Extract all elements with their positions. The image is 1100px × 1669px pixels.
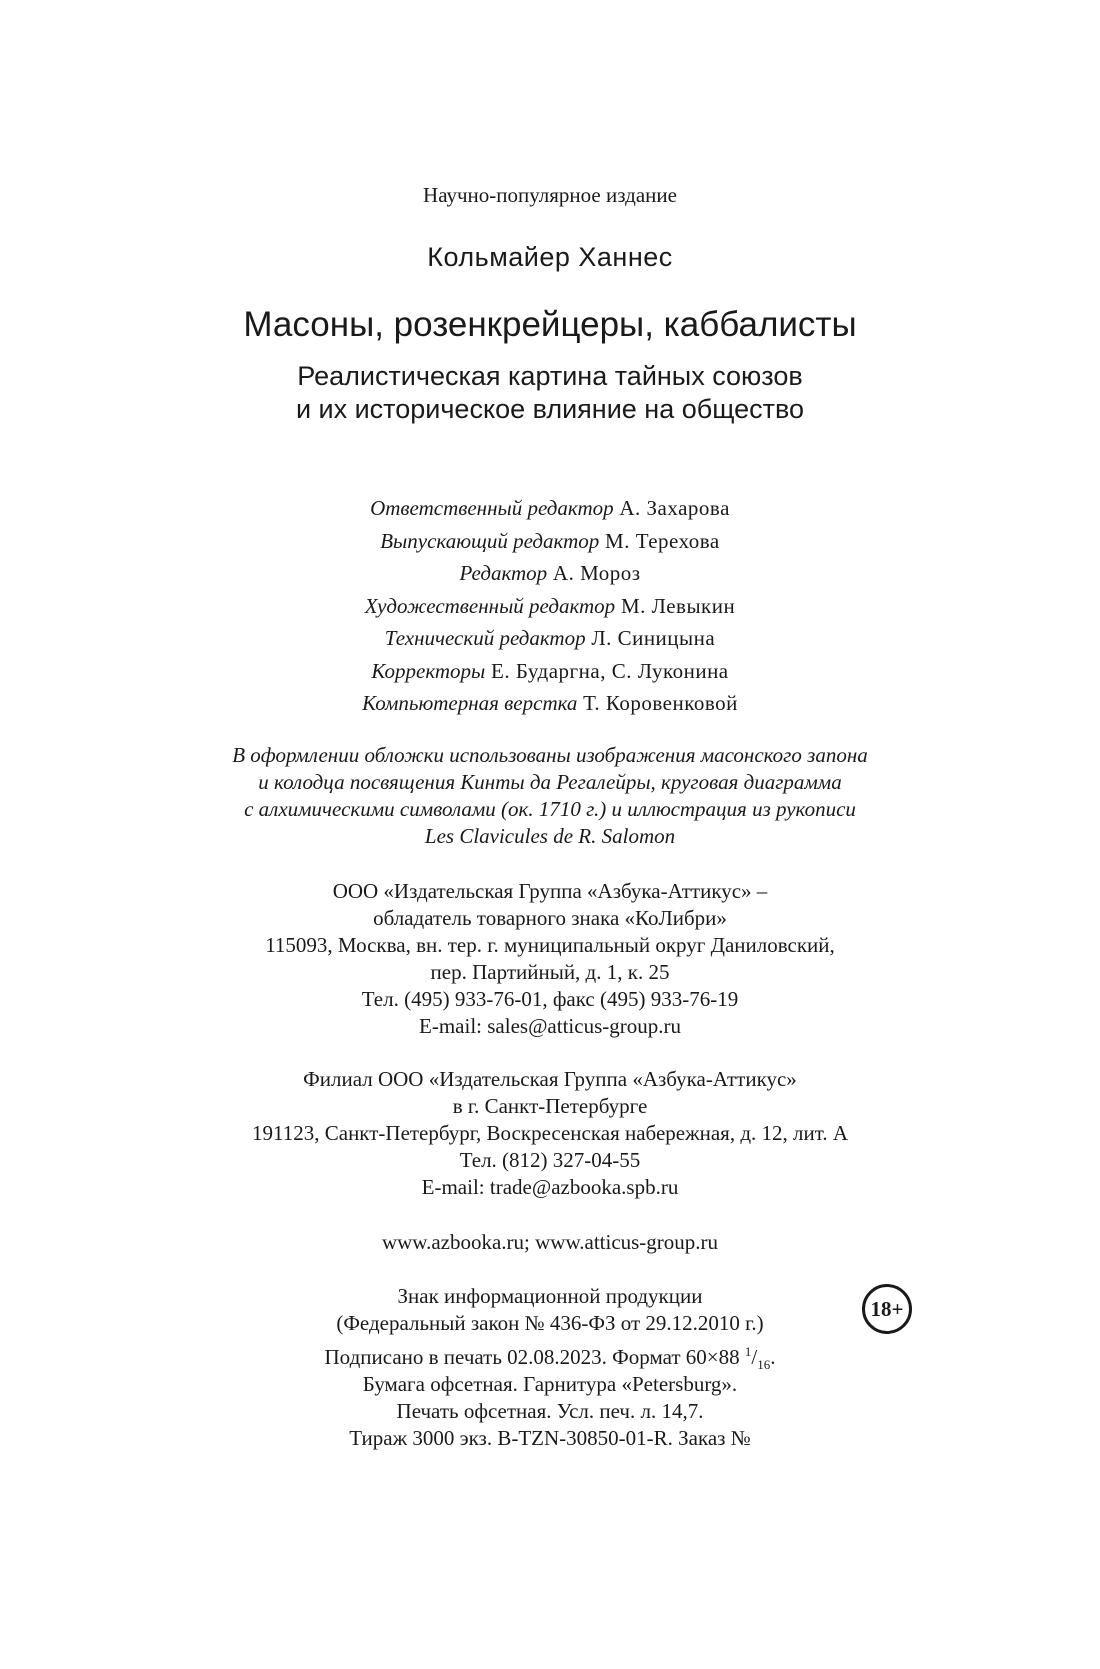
- publisher-line: 191123, Санкт-Петербург, Воскресенская набережная, д. 12, лит. А: [252, 1121, 848, 1145]
- staff-name: Л. Синицына: [591, 626, 716, 650]
- staff-name: А. Захарова: [619, 496, 730, 520]
- print-line-text: Подписано в печать 02.08.2023. Формат 60×88: [324, 1345, 745, 1369]
- staff-name: Т. Коровенковой: [583, 691, 738, 715]
- publisher-email: E-mail: sales@atticus-group.ru: [419, 1014, 681, 1038]
- staff-entry: [0, 525, 1100, 558]
- staff-role: Редактор: [459, 561, 548, 585]
- staff-role: Технический редактор: [384, 626, 586, 650]
- fraction-denominator: 16: [757, 1357, 771, 1373]
- publisher-spb: [0, 1066, 1100, 1201]
- publisher-email: E-mail: trade@azbooka.spb.ru: [421, 1175, 679, 1199]
- print-info: [0, 1344, 1100, 1452]
- info-sign-line: (Федеральный закон № 436-ФЗ от 29.12.2010 г.): [336, 1311, 764, 1335]
- cover-note-line: Les Clavicules de R. Salomon: [424, 824, 676, 848]
- websites: www.azbooka.ru; www.atticus-group.ru: [381, 1230, 719, 1254]
- print-line: Тираж 3000 экз. B-TZN-30850-01-R. Заказ №: [349, 1426, 751, 1450]
- staff-name: М. Терехова: [605, 528, 720, 553]
- staff-entry: [0, 492, 1100, 525]
- staff-role: Выпускающий редактор: [380, 528, 600, 553]
- staff-entry: [0, 687, 1100, 720]
- cover-note-line: В оформлении обложки использованы изображения масонского запона: [232, 743, 868, 767]
- cover-note: [0, 742, 1100, 850]
- staff-role: Ответственный редактор: [370, 496, 614, 520]
- publisher-line: ООО «Издательская Группа «Азбука-Аттикус» –: [332, 879, 768, 903]
- cover-note-line: и колодца посвящения Кинты да Регалейры, круговая диаграмма: [258, 770, 842, 794]
- staff-entry: [0, 557, 1100, 590]
- publisher-line: Тел. (812) 327-04-55: [459, 1148, 641, 1172]
- publisher-moscow: [0, 878, 1100, 1040]
- book-subtitle: [0, 360, 1100, 426]
- staff-entry: [0, 655, 1100, 688]
- publisher-line: обладатель товарного знака «КоЛибри»: [373, 906, 727, 930]
- print-line: Бумага офсетная. Гарнитура «Petersburg».: [362, 1372, 738, 1396]
- publisher-line: Тел. (495) 933-76-01, факс (495) 933-76-19: [361, 987, 739, 1011]
- info-product-sign: [0, 1283, 1100, 1337]
- publisher-line: в г. Санкт-Петербурге: [452, 1094, 648, 1118]
- staff-name: Е. Бударгна, С. Луконина: [491, 658, 729, 683]
- print-line: Печать офсетная. Усл. печ. л. 14,7.: [396, 1399, 704, 1423]
- staff-entry: [0, 590, 1100, 623]
- publisher-line: пер. Партийный, д. 1, к. 25: [430, 960, 670, 984]
- publisher-line: 115093, Москва, вн. тер. г. муниципальный округ Даниловский,: [265, 933, 835, 957]
- staff-name: А. Мороз: [552, 561, 641, 585]
- subtitle-line: и их историческое влияние на общество: [295, 394, 805, 424]
- cover-note-line: с алхимическими символами (ок. 1710 г.) и иллюстрация из рукописи: [244, 797, 856, 821]
- print-line: Подписано в печать 02.08.2023. Формат 60×88 $^1/_{16}$.: [324, 1344, 776, 1373]
- info-sign-line: Знак информационной продукции: [397, 1284, 703, 1308]
- edition-type: Научно-популярное издание: [423, 183, 677, 207]
- author-name: Кольмайер Ханнес: [427, 242, 673, 272]
- staff-role: Корректоры: [371, 658, 486, 683]
- print-line-suffix: .: [770, 1345, 776, 1369]
- staff-entry: [0, 622, 1100, 655]
- staff-role: Художественный редактор: [364, 593, 616, 618]
- book-title: Масоны, розенкрейцеры, каббалисты: [243, 305, 857, 344]
- staff-name: М. Левыкин: [620, 593, 736, 618]
- staff-role: Компьютерная верстка: [362, 691, 578, 715]
- age-rating-badge: 18+: [862, 1284, 912, 1334]
- publisher-line: Филиал ООО «Издательская Группа «Азбука-Аттикус»: [303, 1067, 797, 1091]
- subtitle-line: Реалистическая картина тайных союзов: [297, 361, 803, 391]
- editorial-staff: [0, 492, 1100, 720]
- fraction-numerator: 1: [744, 1344, 752, 1359]
